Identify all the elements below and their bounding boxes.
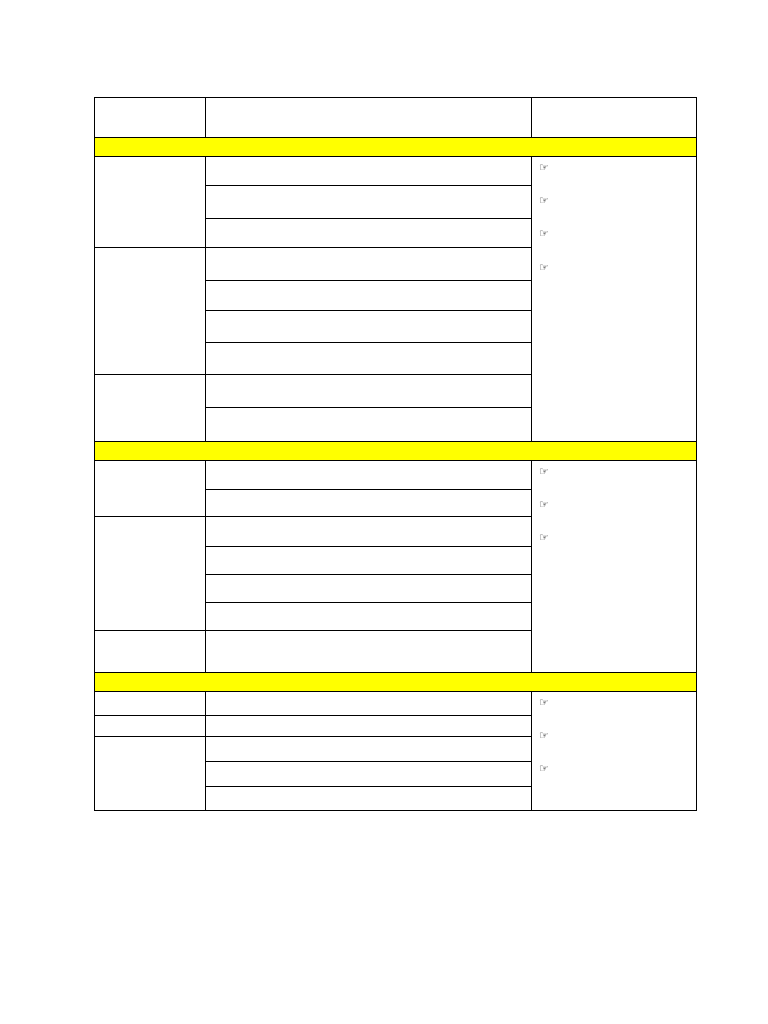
pointing-hand-icon: ☞ bbox=[539, 763, 549, 776]
phase-row bbox=[95, 673, 697, 692]
topic-cell bbox=[95, 157, 206, 248]
pointing-hand-icon: ☞ bbox=[539, 195, 549, 208]
task-block bbox=[539, 463, 690, 480]
table-body bbox=[95, 138, 697, 811]
phase-label bbox=[95, 673, 697, 692]
phase-label bbox=[95, 442, 697, 461]
assessment-table bbox=[94, 97, 697, 811]
standard-cell bbox=[206, 375, 532, 408]
standard-cell bbox=[206, 575, 532, 603]
standard-cell bbox=[206, 517, 532, 547]
task-heading bbox=[539, 463, 690, 480]
header-assessment-standards bbox=[206, 98, 532, 138]
task-heading bbox=[539, 529, 690, 546]
table-row bbox=[95, 461, 697, 490]
standard-cell bbox=[206, 157, 532, 186]
topic-cell bbox=[95, 517, 206, 631]
standard-cell bbox=[206, 547, 532, 575]
standard-cell bbox=[206, 716, 532, 737]
task-block bbox=[539, 496, 690, 513]
pointing-hand-icon: ☞ bbox=[539, 261, 549, 274]
standard-cell bbox=[206, 248, 532, 281]
standard-cell bbox=[206, 490, 532, 517]
phase-row bbox=[95, 442, 697, 461]
pointing-hand-icon: ☞ bbox=[539, 162, 549, 174]
task-block bbox=[539, 192, 690, 209]
pointing-hand-icon: ☞ bbox=[539, 228, 549, 241]
task-heading bbox=[539, 727, 690, 744]
task-block bbox=[539, 259, 690, 276]
header-portfolio-tasks bbox=[532, 98, 697, 138]
standard-cell bbox=[206, 692, 532, 716]
table-row bbox=[95, 692, 697, 716]
pointing-hand-icon: ☞ bbox=[539, 730, 549, 743]
standard-cell bbox=[206, 787, 532, 811]
table-row bbox=[95, 157, 697, 186]
topic-cell bbox=[95, 692, 206, 716]
topic-cell bbox=[95, 375, 206, 442]
task-block bbox=[539, 225, 690, 242]
standard-cell bbox=[206, 281, 532, 311]
pointing-hand-icon: ☞ bbox=[539, 499, 549, 512]
task-heading bbox=[539, 192, 690, 209]
task-block bbox=[539, 760, 690, 777]
phase-label bbox=[95, 138, 697, 157]
topic-cell bbox=[95, 461, 206, 517]
task-heading bbox=[539, 225, 690, 242]
task-heading bbox=[539, 760, 690, 777]
header-topic bbox=[95, 98, 206, 138]
task-block bbox=[539, 159, 690, 176]
portfolio-tasks-cell bbox=[532, 157, 697, 442]
task-heading bbox=[539, 496, 690, 513]
task-heading bbox=[539, 159, 690, 176]
standard-cell bbox=[206, 408, 532, 442]
topic-cell bbox=[95, 248, 206, 375]
standard-cell bbox=[206, 343, 532, 375]
task-heading bbox=[539, 259, 690, 276]
task-heading bbox=[539, 694, 690, 711]
portfolio-tasks-cell bbox=[532, 461, 697, 673]
topic-cell bbox=[95, 631, 206, 673]
pointing-hand-icon: ☞ bbox=[539, 697, 549, 709]
pointing-hand-icon: ☞ bbox=[539, 466, 549, 478]
topic-cell bbox=[95, 737, 206, 811]
table-header-row bbox=[95, 98, 697, 138]
standard-cell bbox=[206, 631, 532, 673]
standard-cell bbox=[206, 603, 532, 631]
standard-cell bbox=[206, 762, 532, 787]
standard-cell bbox=[206, 737, 532, 762]
topic-cell bbox=[95, 716, 206, 737]
pointing-hand-icon: ☞ bbox=[539, 532, 549, 545]
portfolio-tasks-cell bbox=[532, 692, 697, 811]
task-block bbox=[539, 529, 690, 546]
standard-cell bbox=[206, 186, 532, 219]
standard-cell bbox=[206, 311, 532, 343]
task-block bbox=[539, 727, 690, 744]
standard-cell bbox=[206, 219, 532, 248]
task-block bbox=[539, 694, 690, 711]
phase-row bbox=[95, 138, 697, 157]
standard-cell bbox=[206, 461, 532, 490]
